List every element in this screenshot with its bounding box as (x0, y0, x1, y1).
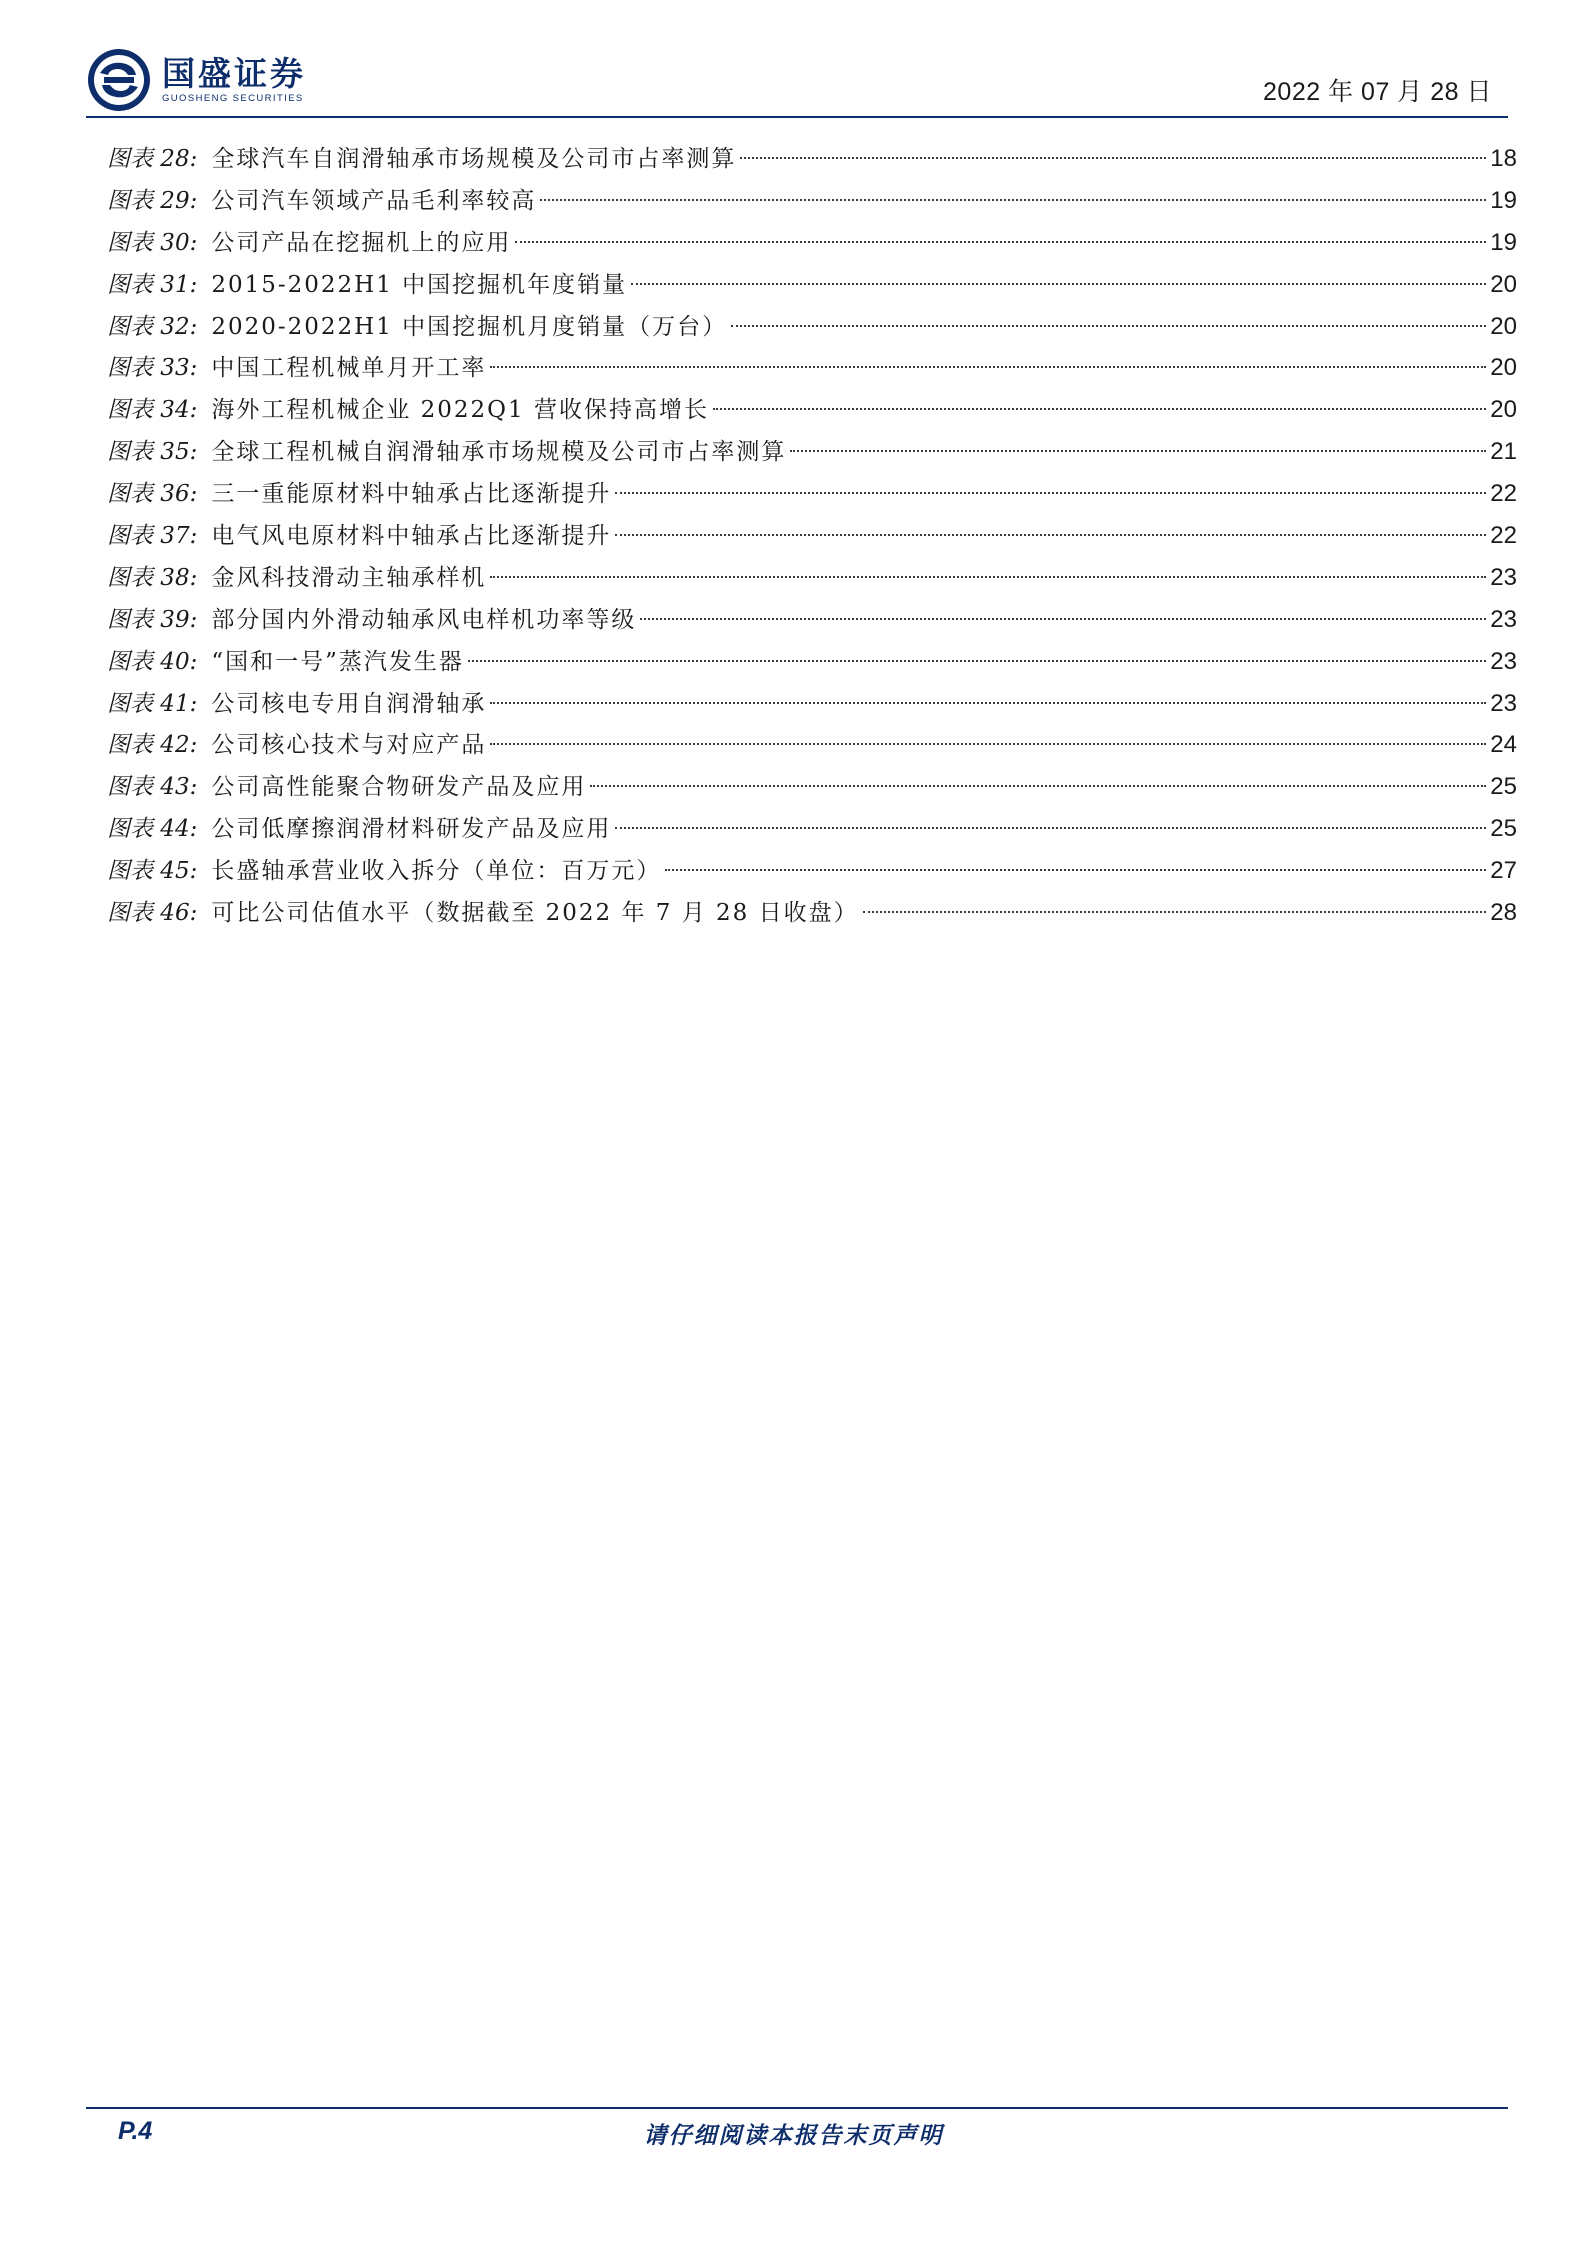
toc-entry-title: 可比公司估值水平（数据截至 2022 年 7 月 28 日收盘） (211, 900, 859, 927)
toc-entry-label: 图表 37: (107, 523, 198, 550)
toc-entry-label: 图表 33: (107, 355, 198, 382)
toc-entry-title: 电气风电原材料中轴承占比逐渐提升 (211, 523, 612, 550)
toc-dot-leader (615, 492, 1486, 494)
toc-entry-label: 图表 35: (107, 439, 198, 466)
toc-entry-page: 18 (1490, 145, 1517, 172)
logo-text (162, 55, 306, 105)
toc-entry[interactable] (107, 766, 1517, 808)
toc-entry[interactable] (107, 683, 1517, 725)
toc-entry[interactable] (107, 892, 1517, 934)
toc-dot-leader (640, 618, 1486, 620)
toc-entry[interactable] (107, 347, 1517, 389)
toc-dot-leader (863, 911, 1487, 913)
toc-entry-title: 公司汽车领域产品毛利率较高 (211, 187, 537, 214)
toc-entry[interactable] (107, 222, 1517, 264)
toc-entry-title: 2020-2022H1 中国挖掘机月度销量（万台） (211, 313, 728, 340)
toc-entry-title: 全球工程机械自润滑轴承市场规模及公司市占率测算 (211, 439, 787, 466)
toc-entry-label: 图表 42: (107, 732, 198, 759)
toc-entry[interactable] (107, 515, 1517, 557)
toc-entry[interactable] (107, 557, 1517, 599)
toc-dot-leader (713, 408, 1486, 410)
toc-entry[interactable] (107, 138, 1517, 180)
toc-entry-title: 中国工程机械单月开工率 (211, 355, 487, 382)
toc-entry-title: 公司核心技术与对应产品 (211, 732, 487, 759)
toc-entry-label: 图表 40: (107, 648, 198, 675)
toc-entry-title: 海外工程机械企业 2022Q1 营收保持高增长 (211, 397, 709, 424)
toc-entry-page: 23 (1490, 563, 1517, 591)
toc-entry-page: 23 (1490, 605, 1517, 633)
toc-entry-page: 25 (1490, 773, 1517, 801)
toc-entry-page: 19 (1490, 186, 1517, 214)
toc-entry[interactable] (107, 264, 1517, 306)
toc-entry-label: 图表 31: (107, 271, 198, 298)
toc-entry[interactable] (107, 306, 1517, 348)
toc-entry[interactable] (107, 808, 1517, 850)
toc-entry-title: 长盛轴承营业收入拆分（单位：百万元） (211, 858, 662, 885)
toc-entry-label: 图表 38: (107, 564, 198, 591)
toc-entry-title: 三一重能原材料中轴承占比逐渐提升 (211, 481, 612, 508)
toc-entry-label: 图表 46: (107, 900, 198, 927)
toc-entry-title: 2015-2022H1 中国挖掘机年度销量 (211, 271, 628, 298)
logo-name-en: GUOSHENG SECURITIES (162, 93, 304, 104)
toc-dot-leader (731, 325, 1486, 327)
toc-entry-label: 图表 30: (107, 229, 198, 256)
toc-entry-page: 22 (1490, 522, 1517, 550)
toc-entry[interactable] (107, 850, 1517, 892)
toc-entry[interactable] (107, 389, 1517, 431)
footer-divider (86, 2107, 1508, 2109)
toc-entry-page: 27 (1490, 857, 1517, 885)
disclaimer-note: 请仔细阅读本报告末页声明 (643, 2123, 944, 2149)
toc-entry-page: 28 (1490, 899, 1517, 927)
toc-dot-leader (490, 576, 1486, 578)
toc-entry-page: 21 (1490, 438, 1517, 466)
report-date: 2022 年 07 月 28 日 (1263, 78, 1492, 106)
toc-entry[interactable] (107, 641, 1517, 683)
toc-entry-title: 公司核电专用自润滑轴承 (211, 690, 487, 717)
toc-entry-title: 金风科技滑动主轴承样机 (211, 564, 487, 591)
toc-entry[interactable] (107, 180, 1517, 222)
toc-dot-leader (468, 660, 1486, 662)
toc-entry-label: 图表 28: (107, 146, 198, 172)
toc-entry[interactable] (107, 431, 1517, 473)
toc-entry-title: 公司高性能聚合物研发产品及应用 (211, 774, 587, 801)
toc-entry-label: 图表 29: (107, 187, 198, 214)
toc-entry-page: 20 (1490, 396, 1517, 424)
toc-entry-page: 20 (1490, 270, 1517, 298)
toc-entry-label: 图表 43: (107, 774, 198, 801)
toc-entry-page: 23 (1490, 689, 1517, 717)
toc-entry-page: 20 (1490, 354, 1517, 382)
toc-entry-page: 24 (1490, 731, 1517, 759)
toc-entry-label: 图表 39: (107, 606, 198, 633)
figure-list (107, 138, 1517, 934)
toc-entry-title: 部分国内外滑动轴承风电样机功率等级 (211, 606, 637, 633)
toc-entry-label: 图表 34: (107, 397, 198, 424)
toc-dot-leader (540, 199, 1486, 201)
toc-entry-page: 19 (1490, 228, 1517, 256)
logo-name-cn: 国盛证券 (162, 54, 306, 93)
toc-dot-leader (490, 702, 1486, 704)
toc-entry-label: 图表 32: (107, 313, 198, 340)
toc-entry-page: 25 (1490, 815, 1517, 843)
toc-entry-title: “国和一号”蒸汽发生器 (211, 648, 464, 675)
toc-dot-leader (490, 366, 1486, 368)
toc-entry-title: 全球汽车自润滑轴承市场规模及公司市占率测算 (211, 146, 737, 172)
toc-entry-page: 23 (1490, 647, 1517, 675)
page-header (86, 44, 1508, 120)
toc-entry[interactable] (107, 724, 1517, 766)
toc-entry-page: 22 (1490, 480, 1517, 508)
guosheng-logo-icon (86, 47, 152, 113)
toc-entry-label: 图表 44: (107, 816, 198, 843)
toc-dot-leader (590, 785, 1486, 787)
toc-entry-title: 公司产品在挖掘机上的应用 (211, 229, 512, 256)
toc-dot-leader (490, 743, 1486, 745)
toc-entry[interactable] (107, 473, 1517, 515)
header-divider (86, 116, 1508, 118)
toc-entry-label: 图表 45: (107, 858, 198, 885)
page-number: P.4 (118, 2117, 153, 2145)
toc-entry-page: 20 (1490, 312, 1517, 340)
company-logo (86, 44, 306, 116)
toc-entry-label: 图表 36: (107, 481, 198, 508)
toc-dot-leader (665, 869, 1486, 871)
toc-entry[interactable] (107, 599, 1517, 641)
toc-dot-leader (790, 450, 1486, 452)
toc-dot-leader (615, 827, 1486, 829)
toc-entry-label: 图表 41: (107, 690, 198, 717)
toc-entry-title: 公司低摩擦润滑材料研发产品及应用 (211, 816, 612, 843)
toc-dot-leader (515, 241, 1486, 243)
toc-dot-leader (631, 283, 1486, 285)
toc-dot-leader (740, 157, 1486, 159)
toc-dot-leader (615, 534, 1486, 536)
